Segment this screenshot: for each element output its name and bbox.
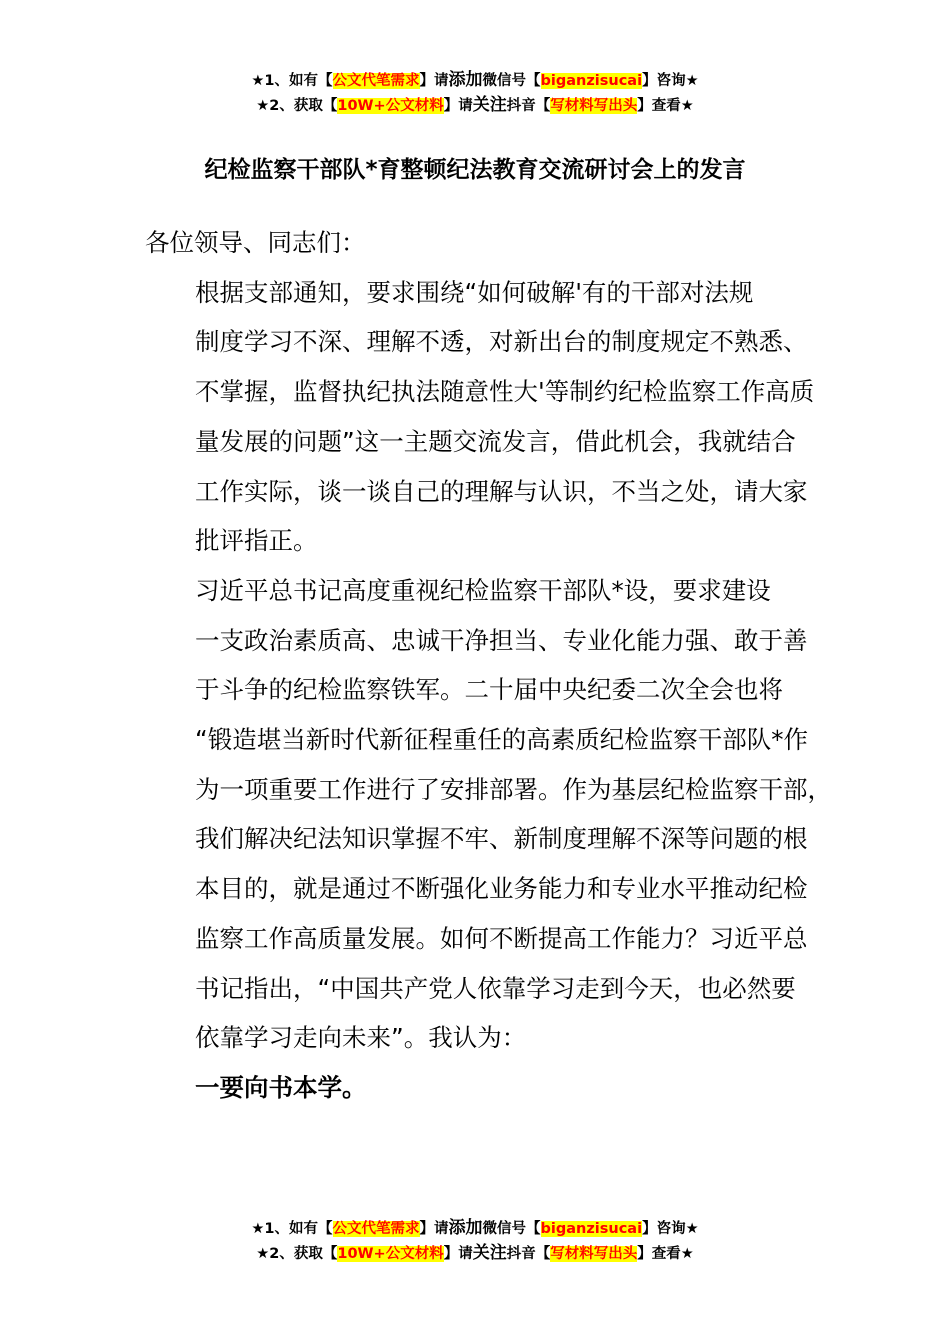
section-heading-1: 一要向书本学。: [195, 1072, 367, 1102]
wechat-id-highlight: biganzisucai: [540, 73, 643, 89]
wechat-id-highlight: biganzisucai: [540, 1221, 643, 1237]
banner-line-2: ★2、获取【10W+公文材料】请关注抖音【写材料写出头】查看★: [256, 1243, 694, 1263]
materials-highlight: 10W+公文材料: [337, 1246, 444, 1262]
banner-line-1: ★1、如有【公文代笔需求】请添加微信号【biganzisucai】咨询★: [251, 70, 699, 90]
salutation: 各位领导、同志们：: [145, 228, 366, 257]
ghostwriting-highlight: 公文代笔需求: [332, 73, 420, 89]
paragraph-1: 根据支部通知，要求围绕“如何破解'有的干部对法规 制度学习不深、理解不透，对新出台的制度规定不熟悉、 不掌握，监督执纪执法随意性大'等制约纪检监察工作高质 量发展的问题”这一主题交流发言，借此机会，我就结合 工作实际，谈一谈自己的理解与认识，不当之处，请大家 批评指正。: [195, 277, 815, 556]
banner-line-1: ★1、如有【公文代笔需求】请添加微信号【biganzisucai】咨询★: [251, 1218, 699, 1238]
materials-highlight: 10W+公文材料: [337, 98, 444, 114]
paragraph-2: 习近平总书记高度重视纪检监察干部队*设，要求建设 一支政治素质高、忠诚干净担当、专业化能力强、敢于善 于斗争的纪检监察铁军。二十届中央纪委二次全会也将 “锻造堪当新时代新征程重任的高素质纪检监察干部队*作 为一项重要工作进行了安排部署。作为基层纪检监察干部， 我们解决纪法知识掌握不牢、新制度理解不深等问题的根 本目的，就是通过不断强化业务能力和专业水平推动纪检 监察工作高质量发展。如何不断提高工作能力？习近平总 书记指出，“中国共产党人依靠学习走到今天，也必然要 依靠学习走向未来”。我认为：: [195, 575, 832, 1053]
document-body: [145, 218, 832, 1113]
bottom-banner: [0, 1216, 950, 1266]
banner-line-2: ★2、获取【10W+公文材料】请关注抖音【写材料写出头】查看★: [256, 95, 694, 115]
document-title: 纪检监察干部队*育整顿纪法教育交流研讨会上的发言: [204, 157, 746, 183]
ghostwriting-highlight: 公文代笔需求: [332, 1221, 420, 1237]
douyin-highlight: 写材料写出头: [550, 1246, 638, 1262]
douyin-highlight: 写材料写出头: [550, 98, 638, 114]
top-banner: [0, 68, 950, 118]
